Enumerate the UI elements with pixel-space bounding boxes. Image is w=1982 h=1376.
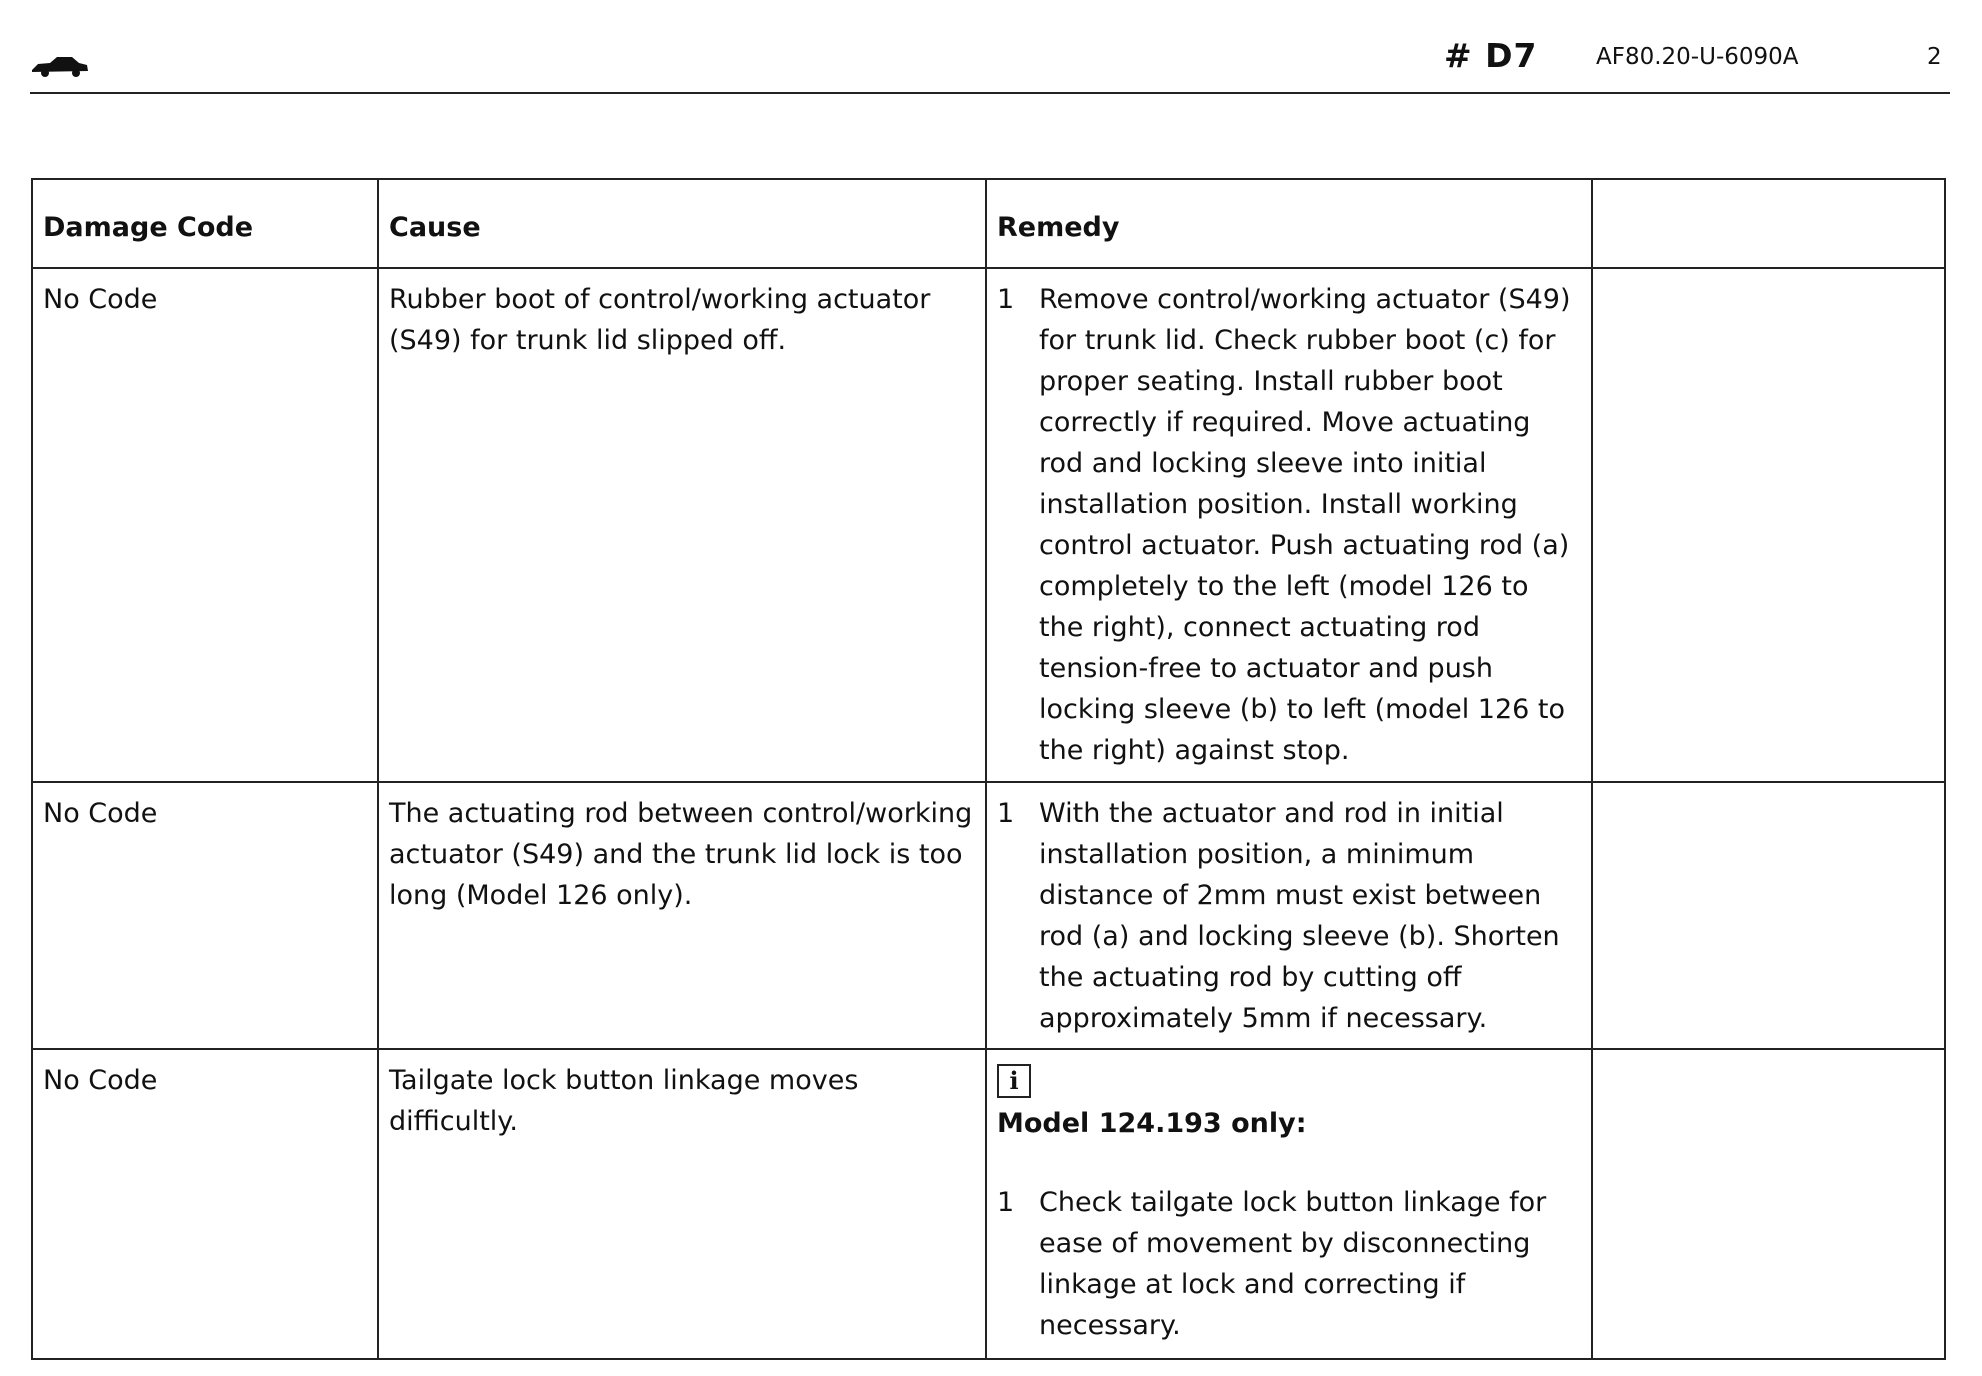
remedy-cell <box>986 1049 1592 1359</box>
damage-code-cell: No Code <box>32 782 378 1049</box>
damage-code-cell: No Code <box>32 1049 378 1359</box>
column-header-remedy: Remedy <box>986 179 1592 268</box>
step-number: 1 <box>997 284 1015 315</box>
column-header-blank <box>1592 179 1945 268</box>
step-text: With the actuator and rod in initial installation position, a minimum distance of 2mm must exist between rod (a) and locking sleeve (b). Shorten the actuating rod by cutting off approximately 5mm if necessary. <box>1039 798 1560 1034</box>
column-header-cause: Cause <box>378 179 986 268</box>
step-text: Check tailgate lock button linkage for ease of movement by disconnecting linkage at lock and correcting if necessary. <box>1039 1187 1547 1341</box>
column-header-damage-code: Damage Code <box>32 179 378 268</box>
damage-table <box>31 178 1946 1360</box>
car-icon <box>30 54 90 78</box>
info-icon: i <box>997 1064 1031 1098</box>
blank-cell <box>1592 1049 1945 1359</box>
table-row <box>32 268 1945 782</box>
table-row <box>32 1049 1945 1359</box>
remedy-cell <box>986 782 1592 1049</box>
blank-cell <box>1592 268 1945 782</box>
step-number: 1 <box>997 798 1015 829</box>
section-id: # D7 <box>1444 36 1538 75</box>
table-row <box>32 782 1945 1049</box>
cause-cell: Rubber boot of control/working actuator (S49) for trunk lid slipped off. <box>378 268 986 782</box>
cause-cell: The actuating rod between control/working actuator (S49) and the trunk lid lock is too long (Model 126 only). <box>378 782 986 1049</box>
step-text: Remove control/working actuator (S49) for trunk lid. Check rubber boot (c) for proper seating. Install rubber boot correctly if required. Move actuating rod and locking sleeve into initial installation position. Install working control actuator. Push actuating rod (a) completely to the left (model 126 to the right), connect actuating rod tension-free to actuator and push locking sleeve (b) to left (model 126 to the right) against stop. <box>1039 284 1571 766</box>
remedy-step <box>997 279 1581 771</box>
step-number: 1 <box>997 1187 1015 1218</box>
remedy-cell <box>986 268 1592 782</box>
header-rule <box>30 92 1950 94</box>
page-number: 2 <box>1927 44 1942 70</box>
document-number: AF80.20-U-6090A <box>1596 44 1799 70</box>
blank-cell <box>1592 782 1945 1049</box>
model-note: Model 124.193 only: <box>997 1108 1307 1139</box>
cause-cell: Tailgate lock button linkage moves difficultly. <box>378 1049 986 1359</box>
damage-code-cell: No Code <box>32 268 378 782</box>
remedy-step <box>997 1182 1581 1346</box>
remedy-step <box>997 793 1581 1039</box>
table-header-row <box>32 179 1945 268</box>
